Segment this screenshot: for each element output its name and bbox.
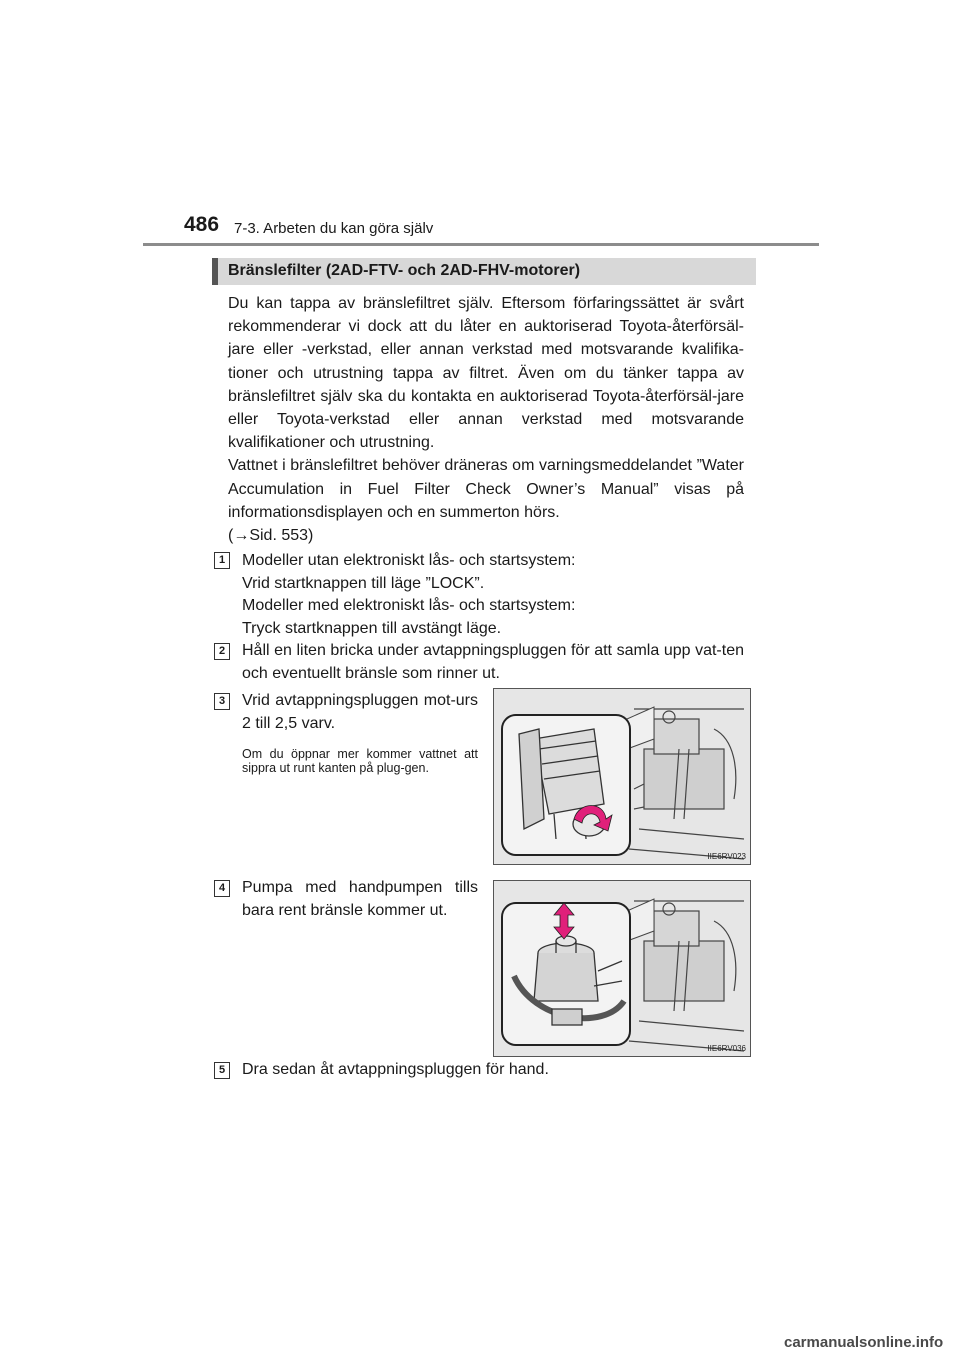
- section-title: Bränslefilter (2AD-FTV- och 2AD-FHV-motorer): [228, 262, 581, 279]
- engine-illustration-drain: [494, 689, 750, 864]
- step-1-line-4: Tryck startknappen till avstängt läge.: [242, 619, 502, 637]
- figure-code-2: IIE6RV036: [707, 1044, 746, 1053]
- chapter-title: 7-3. Arbeten du kan göra själv: [234, 220, 434, 237]
- step-1-line-3: Modeller med elektroniskt lås- och startsystem:: [242, 597, 576, 614]
- figure-drain-plug: [493, 688, 751, 865]
- step-number-4: 4: [214, 880, 230, 897]
- step-1-line-1: Modeller utan elektroniskt lås- och startsystem:: [242, 552, 576, 569]
- step-number-1: 1: [214, 552, 230, 569]
- step-1-line-2: Vrid startknappen till läge ”LOCK”.: [242, 574, 485, 592]
- intro-paragraph-1: Du kan tappa av bränslefiltret själv. Eftersom förfaringssättet är svårt rekommenderar vi dock att du låter en auktoriserad Toyota-återförsäl-jare eller -verkstad, eller annan verkstad med motsvarande kvalifika-tioner och utrustning tappa av filtret. Även om du tänker tappa av bränslefiltret själv ska du kontakta en auktoriserad Toyota-återförsäl-jare eller Toyota-verkstad eller annan verkstad med motsvarande kvalifikationer och utrustning.: [228, 295, 744, 452]
- step-2-text: Håll en liten bricka under avtappningspluggen för att samla upp vat-ten och eventuellt bränsle som rinner ut.: [242, 642, 744, 682]
- step-3-note: Om du öppnar mer kommer vattnet att sippra ut runt kanten på plug-gen.: [242, 747, 478, 775]
- step-number-2: 2: [214, 643, 230, 660]
- step-1-text: [242, 550, 575, 640]
- figure-code-1: IIE6RV023: [707, 852, 746, 861]
- header-rule: [143, 243, 819, 246]
- page-number: 486: [184, 213, 220, 236]
- step-3-block: [242, 690, 478, 788]
- intro-reference[interactable]: (→Sid. 553): [228, 527, 314, 545]
- step-number-5: 5: [214, 1062, 230, 1079]
- section-heading: [212, 258, 756, 285]
- step-5-text: Dra sedan åt avtappningspluggen för hand.: [242, 1061, 549, 1078]
- step-3-text: Vrid avtappningspluggen mot-urs 2 till 2,5 varv.: [242, 692, 478, 732]
- engine-illustration-pump: [494, 881, 750, 1056]
- intro-paragraph-2: Vattnet i bränslefiltret behöver dräneras om varningsmeddelandet ”Water Accumulation in Fuel Filter Check Owner’s Manual” visas på informationsdisplayen och en summerton hörs.: [228, 457, 744, 521]
- intro-text: [228, 292, 744, 547]
- step-number-3: 3: [214, 693, 230, 710]
- footer-watermark-url[interactable]: carmanualsonline.info: [784, 1334, 944, 1351]
- figure-hand-pump: [493, 880, 751, 1057]
- step-4-text: Pumpa med handpumpen tills bara rent bränsle kommer ut.: [242, 879, 478, 919]
